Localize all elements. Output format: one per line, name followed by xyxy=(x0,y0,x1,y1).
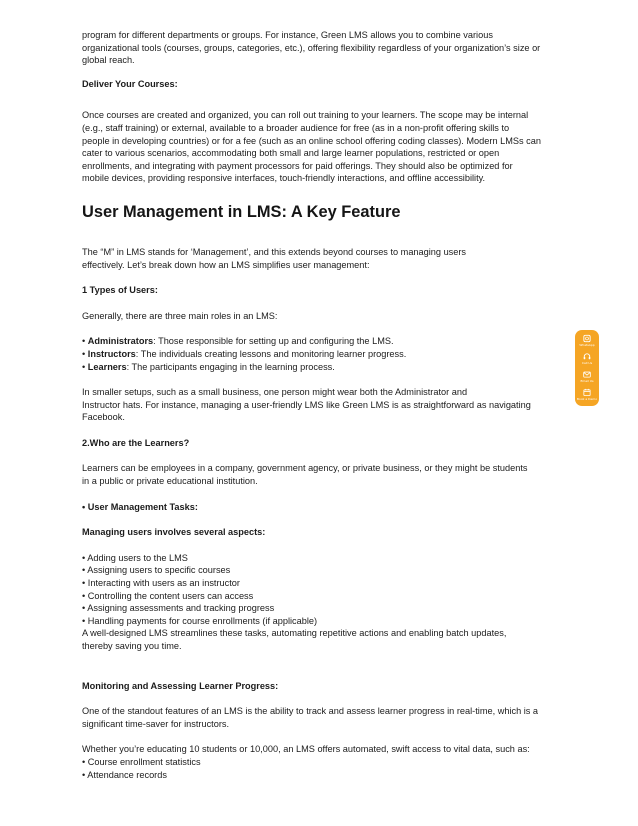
tasks-summary-line: A well-designed LMS streamlines these tasks, automating repetitive actions and enabling batch updates, xyxy=(82,628,507,639)
task-item: • Interacting with users as an instructor xyxy=(82,577,560,590)
intro-line: organizational tools (courses, groups, categories, etc.), offering flexibility regardless of your organization’s size or xyxy=(82,42,541,53)
deliver-line: (e.g., staff training) or external, available to a broader audience for free (as in a non-profit offering skills to xyxy=(82,122,510,133)
learners-line: Learners can be employees in a company, government agency, or private business, or they might be students xyxy=(82,463,528,474)
types-note-line: Instructor hats. For instance, managing a user-friendly LMS like Green LMS is as straightforward as navigating xyxy=(82,399,531,410)
book-demo-label: Book a Demo xyxy=(576,397,598,402)
role-name: Administrators xyxy=(87,336,154,347)
article-body xyxy=(82,29,560,781)
email-button[interactable] xyxy=(580,370,593,383)
role-desc: : Those responsible for setting up and configuring the LMS. xyxy=(153,336,394,347)
tasks-summary-line: thereby saving you time. xyxy=(82,641,182,651)
call-button[interactable] xyxy=(582,352,592,365)
types-intro: Generally, there are three main roles in an LMS: xyxy=(82,310,278,321)
role-item xyxy=(82,335,560,348)
book-demo-button[interactable] xyxy=(577,388,597,401)
deliver-line: cater to various scenarios, accommodating both small and large learner populations, restricted or open xyxy=(82,148,500,159)
management-intro-line: effectively. Let’s break down how an LMS simplifies user management: xyxy=(82,259,370,270)
monitoring-heading: Monitoring and Assessing Learner Progress: xyxy=(82,680,279,691)
types-heading: 1 Types of Users: xyxy=(82,285,158,296)
learners-line: in a public or private educational institution. xyxy=(82,476,258,487)
role-item xyxy=(82,361,560,374)
intro-line: program for different departments or groups. For instance, Green LMS allows you to combine various xyxy=(82,30,493,40)
tasks-heading: • User Management Tasks: xyxy=(82,501,198,512)
monitoring-item: • Attendance records xyxy=(82,769,560,782)
deliver-line: people in developing countries) or for a fee (such as an online school offering coding classes). Modern LMSs can xyxy=(82,135,541,146)
management-intro-line: The “M” in LMS stands for ‘Management’, and this extends beyond courses to managing users xyxy=(82,246,467,257)
types-note-line: Facebook. xyxy=(82,412,125,423)
monitoring-data-intro: Whether you’re educating 10 students or 10,000, an LMS offers automated, swift access to vital data, such as: xyxy=(82,744,530,755)
monitoring-item: • Course enrollment statistics xyxy=(82,756,560,769)
task-item: • Assigning assessments and tracking progress xyxy=(82,602,560,615)
call-label: Call Us xyxy=(581,361,593,366)
deliver-heading: Deliver Your Courses: xyxy=(82,78,178,89)
whatsapp-label: WhatsApp xyxy=(579,343,595,348)
task-item: • Assigning users to specific courses xyxy=(82,564,560,577)
role-desc: : The participants engaging in the learning process. xyxy=(126,361,335,372)
role-name: Instructors xyxy=(87,348,136,359)
types-note-line: In smaller setups, such as a small business, one person might wear both the Administrator and xyxy=(82,387,468,398)
monitoring-line: One of the standout features of an LMS is the ability to track and assess learner progress in real-time, which is a xyxy=(82,706,539,717)
intro-line: global reach. xyxy=(82,55,135,66)
deliver-line: Once courses are created and organized, you can roll out training to your learners. The scope may be internal xyxy=(82,110,529,121)
learners-heading: 2.Who are the Learners? xyxy=(82,437,190,448)
contact-float-bar xyxy=(575,330,599,406)
tasks-subheading: Managing users involves several aspects: xyxy=(82,527,266,538)
mail-icon xyxy=(582,370,592,379)
calendar-icon xyxy=(582,388,592,397)
deliver-line: mobile devices, providing responsive interfaces, touch-friendly interactions, and offline accessibility. xyxy=(82,173,486,184)
role-desc: : The individuals creating lessons and monitoring learner progress. xyxy=(135,348,407,359)
role-name: Learners xyxy=(87,361,127,372)
section-title: User Management in LMS: A Key Feature xyxy=(82,202,401,221)
deliver-line: enrollments, and integrating with payment processors for paid offerings. They should also be optimized for xyxy=(82,160,513,171)
email-label: Email Us xyxy=(580,379,594,384)
whatsapp-icon xyxy=(582,334,592,343)
whatsapp-button[interactable] xyxy=(579,334,594,347)
task-item: • Handling payments for course enrollments (if applicable) xyxy=(82,615,560,628)
role-item xyxy=(82,348,560,361)
monitoring-line: significant time-saver for instructors. xyxy=(82,718,230,729)
task-item: • Controlling the content users can access xyxy=(82,590,560,603)
task-item: • Adding users to the LMS xyxy=(82,552,560,565)
headset-icon xyxy=(582,352,592,361)
